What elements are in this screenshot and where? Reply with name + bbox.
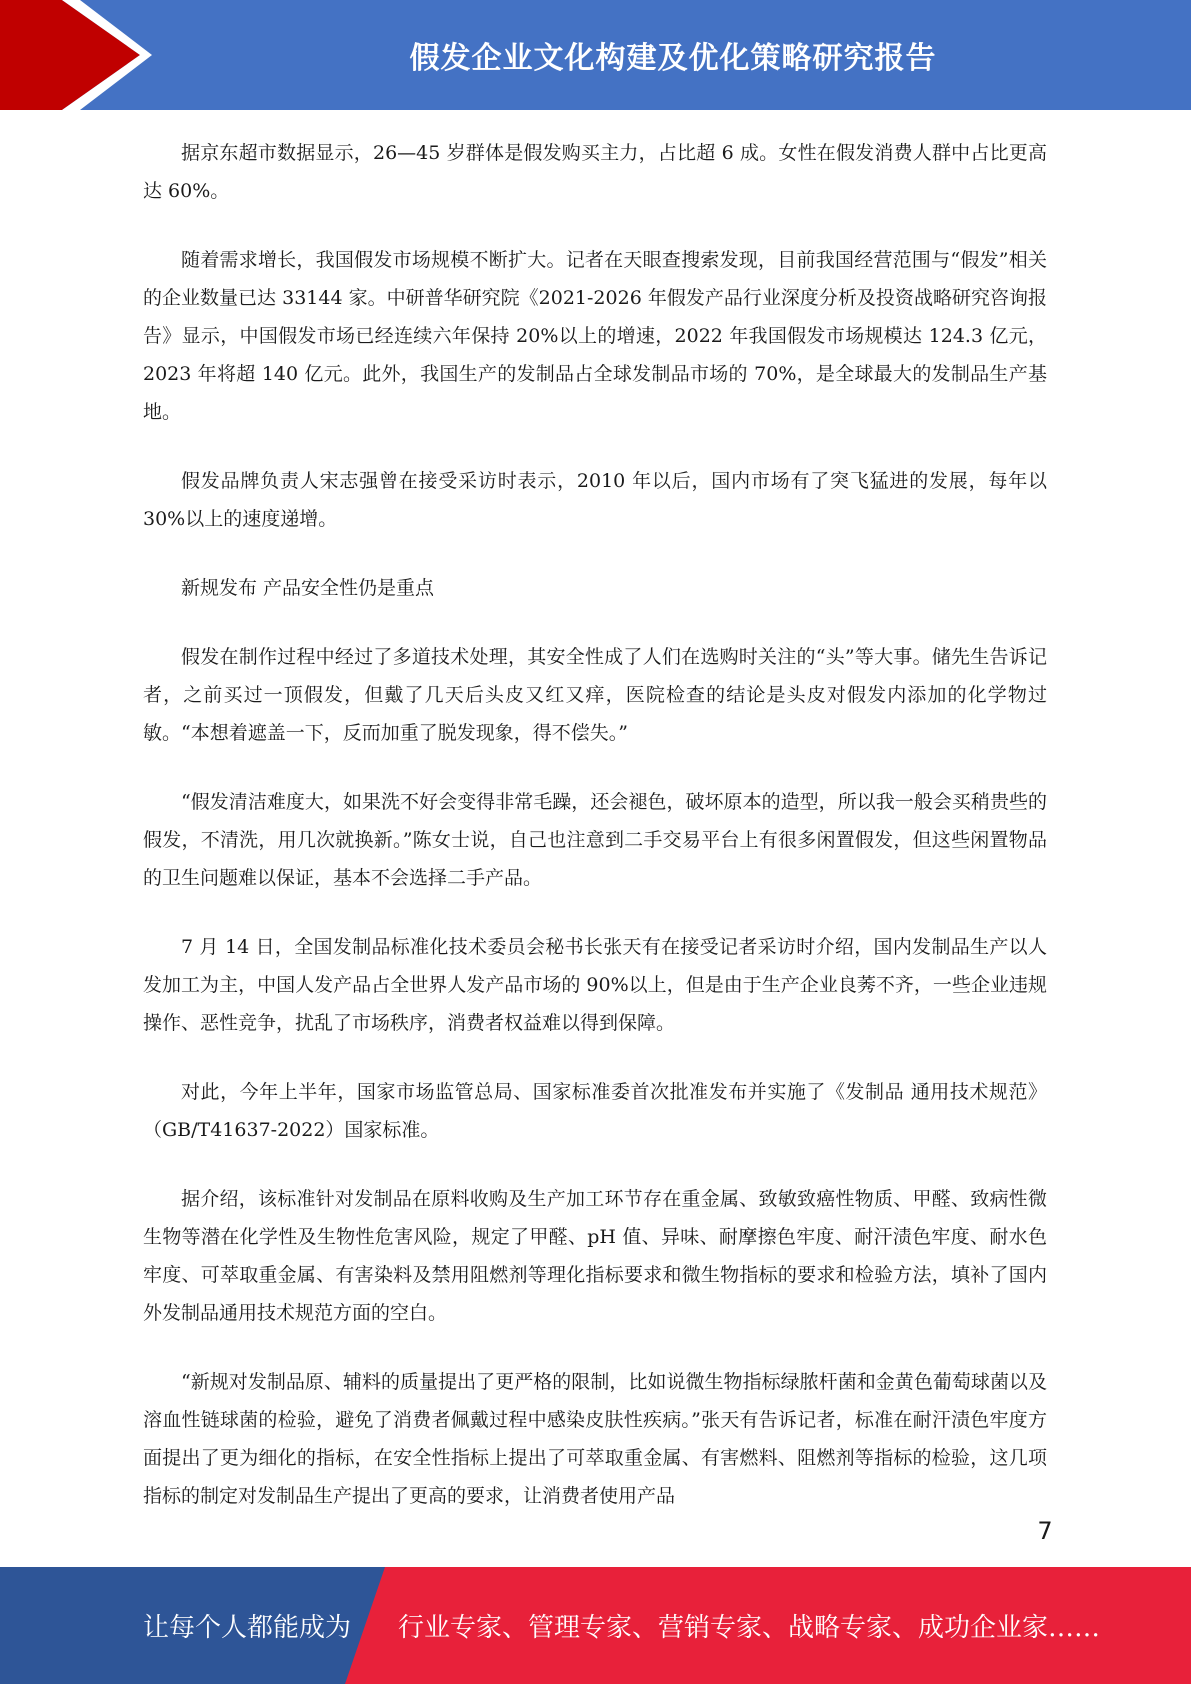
paragraph: “假发清洁难度大，如果洗不好会变得非常毛躁，还会褪色，破坏原本的造型，所以我一般会买稍贵些的假发，不清洗，用几次就换新。”陈女士说，自己也注意到二手交易平台上有很多闲置假发，但这些闲置物品的卫生问题难以保证，基本不会选择二手产品。 xyxy=(143,791,1047,889)
page-footer xyxy=(0,1567,1191,1684)
paragraph: 7 月 14 日，全国发制品标准化技术委员会秘书长张天有在接受记者采访时介绍，国内发制品生产以人发加工为主，中国人发产品占全世界人发产品市场的 90%以上，但是由于生产企业良莠不齐，一些企业违规操作、恶性竞争，扰乱了市场秩序，消费者权益难以得到保障。 xyxy=(143,936,1047,1034)
paragraph: 据介绍，该标准针对发制品在原料收购及生产加工环节存在重金属、致敏致癌性物质、甲醛、致病性微生物等潜在化学性及生物性危害风险，规定了甲醛、pH 值、异味、耐摩擦色牢度、耐汗渍色牢度、耐水色牢度、可萃取重金属、有害染料及禁用阻燃剂等理化指标要求和微生物指标的要求和检验方法，填补了国内外发制品通用技术规范方面的空白。 xyxy=(143,1188,1047,1324)
paragraph: “新规对发制品原、辅料的质量提出了更严格的限制，比如说微生物指标绿脓杆菌和金黄色葡萄球菌以及溶血性链球菌的检验，避免了消费者佩戴过程中感染皮肤性疾病。”张天有告诉记者，标准在耐汗渍色牢度方面提出了更为细化的指标，在安全性指标上提出了可萃取重金属、有害燃料、阻燃剂等指标的检验，这几项指标的制定对发制品生产提出了更高的要求，让消费者使用产品 xyxy=(143,1371,1047,1507)
paragraph: 随着需求增长，我国假发市场规模不断扩大。记者在天眼查搜索发现，目前我国经营范围与“假发”相关的企业数量已达 33144 家。中研普华研究院《2021-2026 年假发产品行业深度分析及投资战略研究咨询报告》显示，中国假发市场已经连续六年保持 20%以上的增速，2022 年我国假发市场规模达 124.3 亿元，2023 年将超 140 亿元。此外，我国生产的发制品占全球发制品市场的 70%，是全球最大的发制品生产基地。 xyxy=(143,249,1047,423)
paragraph: 假发在制作过程中经过了多道技术处理，其安全性成了人们在选购时关注的“头”等大事。储先生告诉记者，之前买过一顶假发，但戴了几天后头皮又红又痒，医院检查的结论是头皮对假发内添加的化学物过敏。“本想着遮盖一下，反而加重了脱发现象，得不偿失。” xyxy=(143,646,1047,744)
page-number: 7 xyxy=(1037,1517,1053,1545)
chevron-arrow-icon xyxy=(0,0,160,110)
article-body xyxy=(143,134,1047,1546)
footer-slogan-right: 行业专家、管理专家、营销专家、战略专家、成功企业家…… xyxy=(398,1613,1101,1643)
section-heading: 新规发布 产品安全性仍是重点 xyxy=(181,577,435,599)
footer-slogan-left: 让每个人都能成为 xyxy=(143,1613,352,1643)
report-title: 假发企业文化构建及优化策略研究报告 xyxy=(409,41,937,76)
page-header xyxy=(0,0,1191,110)
paragraph: 据京东超市数据显示，26—45 岁群体是假发购买主力，占比超 6 成。女性在假发消费人群中占比更高达 60%。 xyxy=(143,142,1047,202)
paragraph: 假发品牌负责人宋志强曾在接受采访时表示，2010 年以后，国内市场有了突飞猛进的发展，每年以 30%以上的速度递增。 xyxy=(143,470,1047,530)
paragraph: 对此，今年上半年，国家市场监管总局、国家标准委首次批准发布并实施了《发制品 通用技术规范》（GB/T41637-2022）国家标准。 xyxy=(143,1081,1047,1141)
